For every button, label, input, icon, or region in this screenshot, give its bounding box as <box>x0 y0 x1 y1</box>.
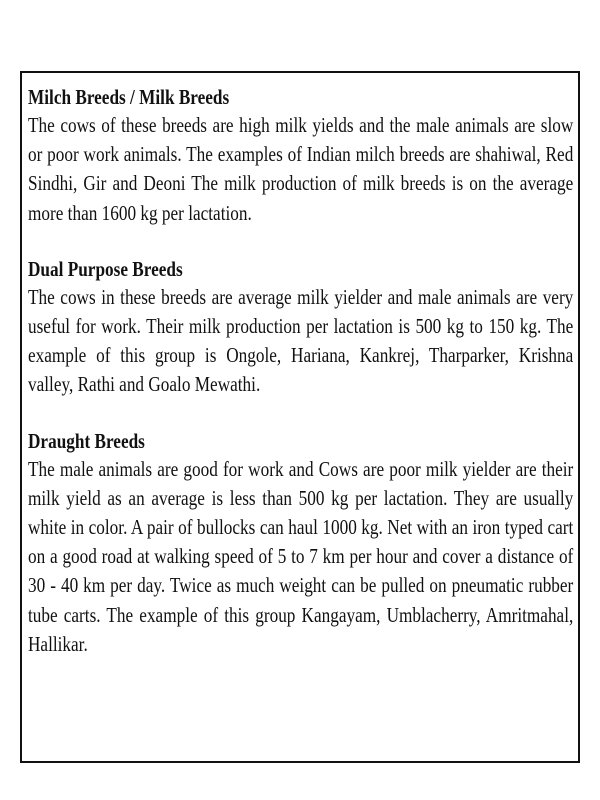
section-dual-purpose-breeds <box>28 255 572 400</box>
section-heading: Draught Breeds <box>28 428 145 453</box>
section-milch-breeds <box>28 83 572 228</box>
section-heading: Dual Purpose Breeds <box>28 256 183 281</box>
section-draught-breeds <box>28 427 572 659</box>
section-body: The male animals are good for work and Cows are poor milk yielder are their milk yield as an average is less than 500 kg per lactation. They are usually white in color. A pair of bullocks can haul 1000 kg. Net with an iron typed cart on a good road at walking speed of 5 to 7 km per hour and cover a distance of 30 - 40 km per day. Twice as much weight can be pulled on pneumatic rubber tube carts. The example of this group Kangayam, Umblacherry, Amritmahal, Hallikar. <box>28 456 574 656</box>
section-body: The cows in these breeds are average milk yielder and male animals are very useful for work. Their milk production per lactation is 500 kg to 150 kg. The example of this group is Ongole, Hariana, Kankrej, Tharparker, Krishna valley, Rathi and Goalo Mewathi. <box>28 284 574 397</box>
section-heading: Milch Breeds / Milk Breeds <box>28 85 230 109</box>
breeds-text-box <box>20 71 580 763</box>
section-body: The cows of these breeds are high milk yields and the male animals are slow or poor work animals. The examples of Indian milch breeds are shahiwal, Red Sindhi, Gir and Deoni The milk production of milk breeds is on the average more than 1600 kg per lactation. <box>28 113 574 225</box>
